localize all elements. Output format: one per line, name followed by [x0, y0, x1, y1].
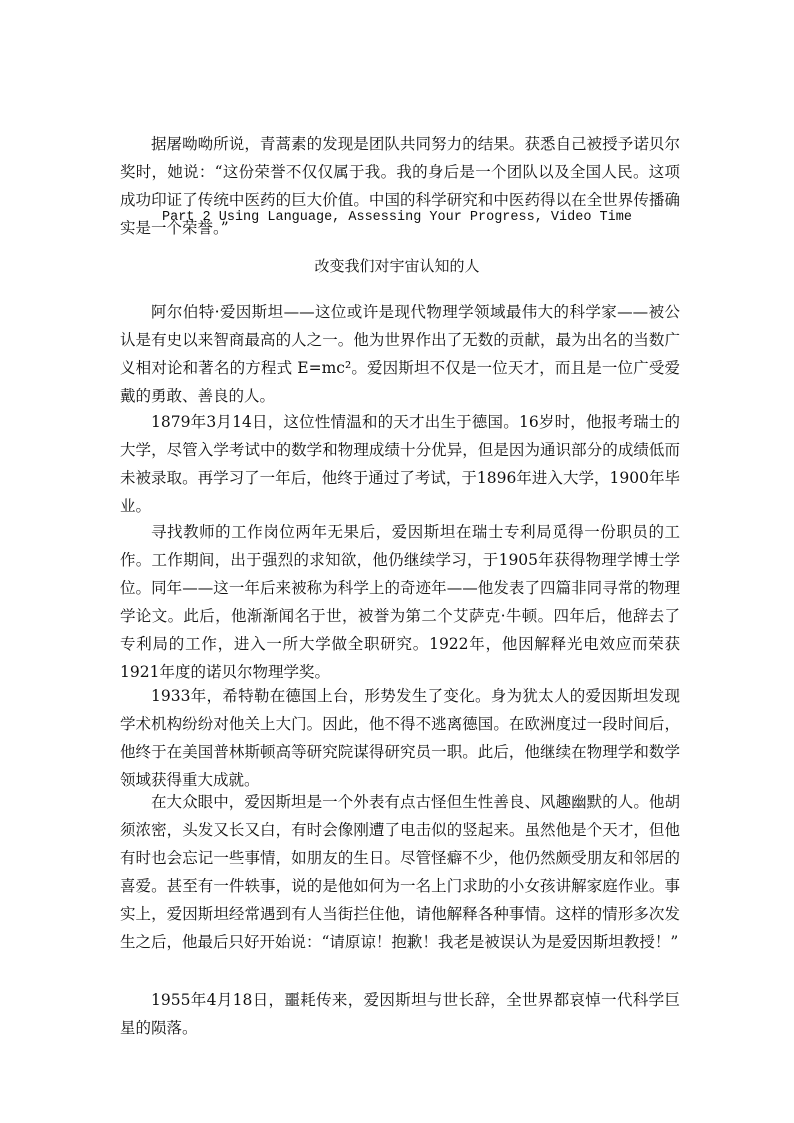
paragraph-3: 寻找教师的工作岗位两年无果后，爱因斯坦在瑞士专利局觅得一份职员的工作。工作期间，出于强烈的求知欲，他仍继续学习，于1905年获得物理学博士学位。同年——这一年后来被称为科学上的奇迹年——他发表了四篇非同寻常的物理学论文。此后，他渐渐闻名于世，被誉为第二个艾萨克·牛顿。四年后，他辞去了专利局的工作，进入一所大学做全职研究。1922年，他因解释光电效应而荣获1921年度的诺贝尔物理学奖。 — [120, 523, 680, 681]
paragraph-6: 1955年4月18日，噩耗传来，爱因斯坦与世长辞，全世界都哀悼一代科学巨星的陨落。 — [120, 991, 680, 1037]
paragraph-4: 1933年，希特勒在德国上台，形势发生了变化。身为犹太人的爱因斯坦发现学术机构纷纷对他关上大门。因此，他不得不逃离德国。在欧洲度过一段时间后，他终于在美国普林斯顿高等研究院谋得研究员一职。此后，他继续在物理学和数学领域获得重大成就。 — [120, 687, 680, 789]
paragraph-1: 阿尔伯特·爱因斯坦——这位或许是现代物理学领域最伟大的科学家——被公认是有史以来智商最高的人之一。他为世界作出了无数的贡献，最为出名的当数广义相对论和著名的方程式 E=mc²。爱因斯坦不仅是一位天才，而且是一位广受爱戴的勇敢、善良的人。 — [120, 303, 680, 405]
paragraph-2: 1879年3月14日，这位性情温和的天才出生于德国。16岁时，他报考瑞士的大学，尽管入学考试中的数学和物理成绩十分优异，但是因为通识部分的成绩低而未被录取。再学习了一年后，他终于通过了考试，于1896年进入大学，1900年毕业。 — [120, 413, 680, 515]
intro-paragraph: 据屠呦呦所说，青蒿素的发现是团队共同努力的结果。获悉自己被授予诺贝尔奖时，她说：“这份荣誉不仅仅属于我。我的身后是一个团队以及全国人民。这项成功印证了传统中医药的巨大价值。中国的科学研究和中医药得以在全世界传播确实是一个荣誉。” — [120, 135, 680, 237]
section-heading: Part 2 Using Language, Assessing Your Progress, Video Time — [162, 210, 632, 225]
paragraph-5: 在大众眼中，爱因斯坦是一个外表有点古怪但生性善良、风趣幽默的人。他胡须浓密，头发又长又白，有时会像刚遭了电击似的竖起来。虽然他是个天才，但他有时也会忘记一些事情，如朋友的生日。尽管怪癖不少，他仍然颇受朋友和邻居的喜爱。甚至有一件轶事，说的是他如何为一名上门求助的小女孩讲解家庭作业。事实上，爱因斯坦经常遇到有人当街拦住他，请他解释各种事情。这样的情形多次发生之后，他最后只好开始说：“请原谅！抱歉！我老是被误认为是爱因斯坦教授！” — [120, 793, 680, 951]
article-title: 改变我们对宇宙认知的人 — [314, 257, 480, 275]
